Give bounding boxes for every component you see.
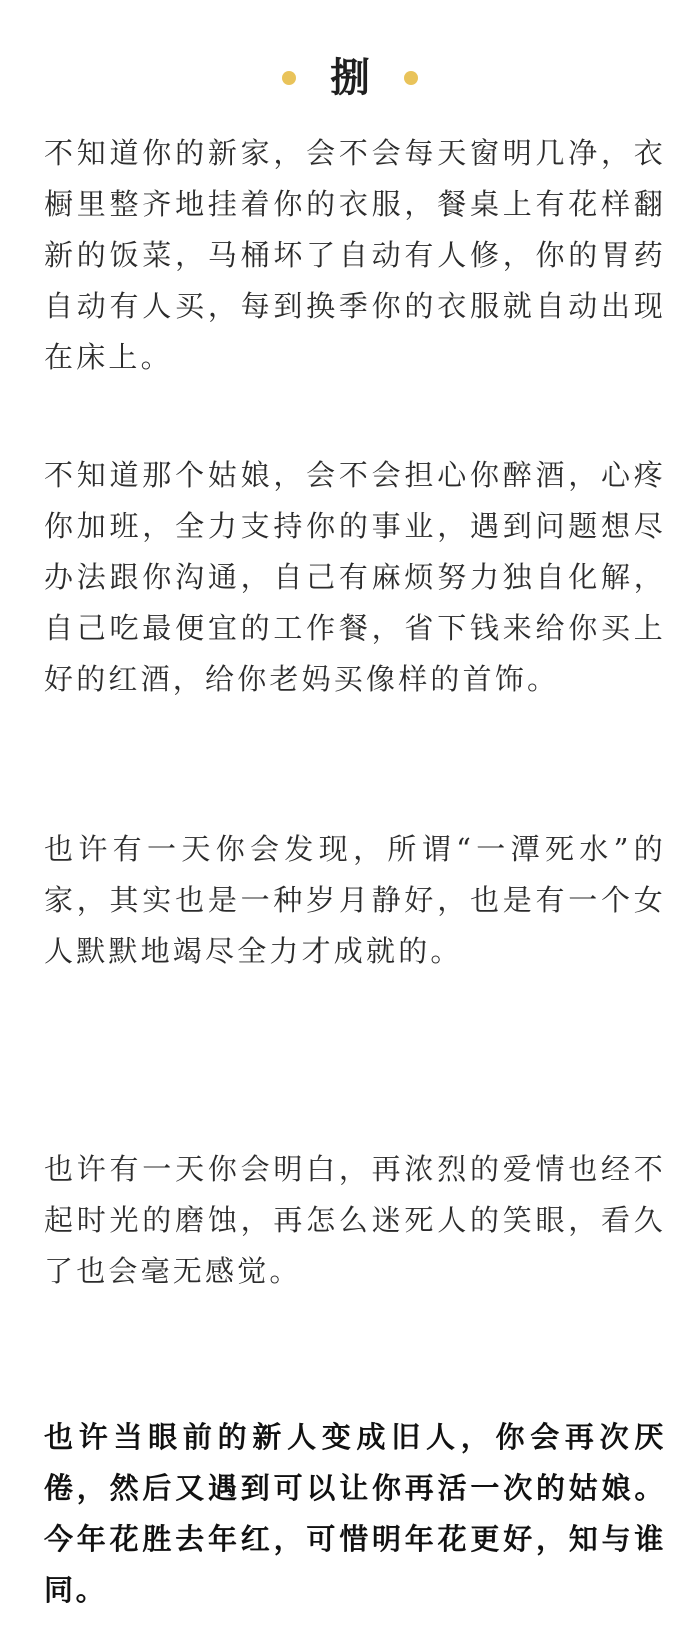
right-dot-icon bbox=[404, 71, 418, 85]
paragraph-4: 也许有一天你会明白，再浓烈的爱情也经不起时光的磨蚀，再怎么迷死人的笑眼，看久了也会毫无感觉。 bbox=[44, 1152, 666, 1288]
paragraph-5-bold: 也许当眼前的新人变成旧人，你会再次厌倦，然后又遇到可以让你再活一次的姑娘。今年花胜去年红，可惜明年花更好，知与谁同。 bbox=[44, 1420, 666, 1607]
paragraph-3: 也许有一天你会发现，所谓“一潭死水”的家，其实也是一种岁月静好，也是有一个女人默默地竭尽全力才成就的。 bbox=[44, 832, 666, 968]
left-dot-icon bbox=[282, 71, 296, 85]
paragraph-2: 不知道那个姑娘，会不会担心你醉酒，心疼你加班，全力支持你的事业，遇到问题想尽办法跟你沟通，自己有麻烦努力独自化解，自己吃最便宜的工作餐，省下钱来给你买上好的红酒，给你老妈买像样的首饰。 bbox=[44, 458, 666, 696]
paragraph-1: 不知道你的新家，会不会每天窗明几净，衣橱里整齐地挂着你的衣服，餐桌上有花样翻新的饭菜，马桶坏了自动有人修，你的胃药自动有人买，每到换季你的衣服就自动出现在床上。 bbox=[44, 136, 666, 374]
section-title: 捌 bbox=[330, 54, 370, 101]
section-header bbox=[0, 48, 700, 108]
